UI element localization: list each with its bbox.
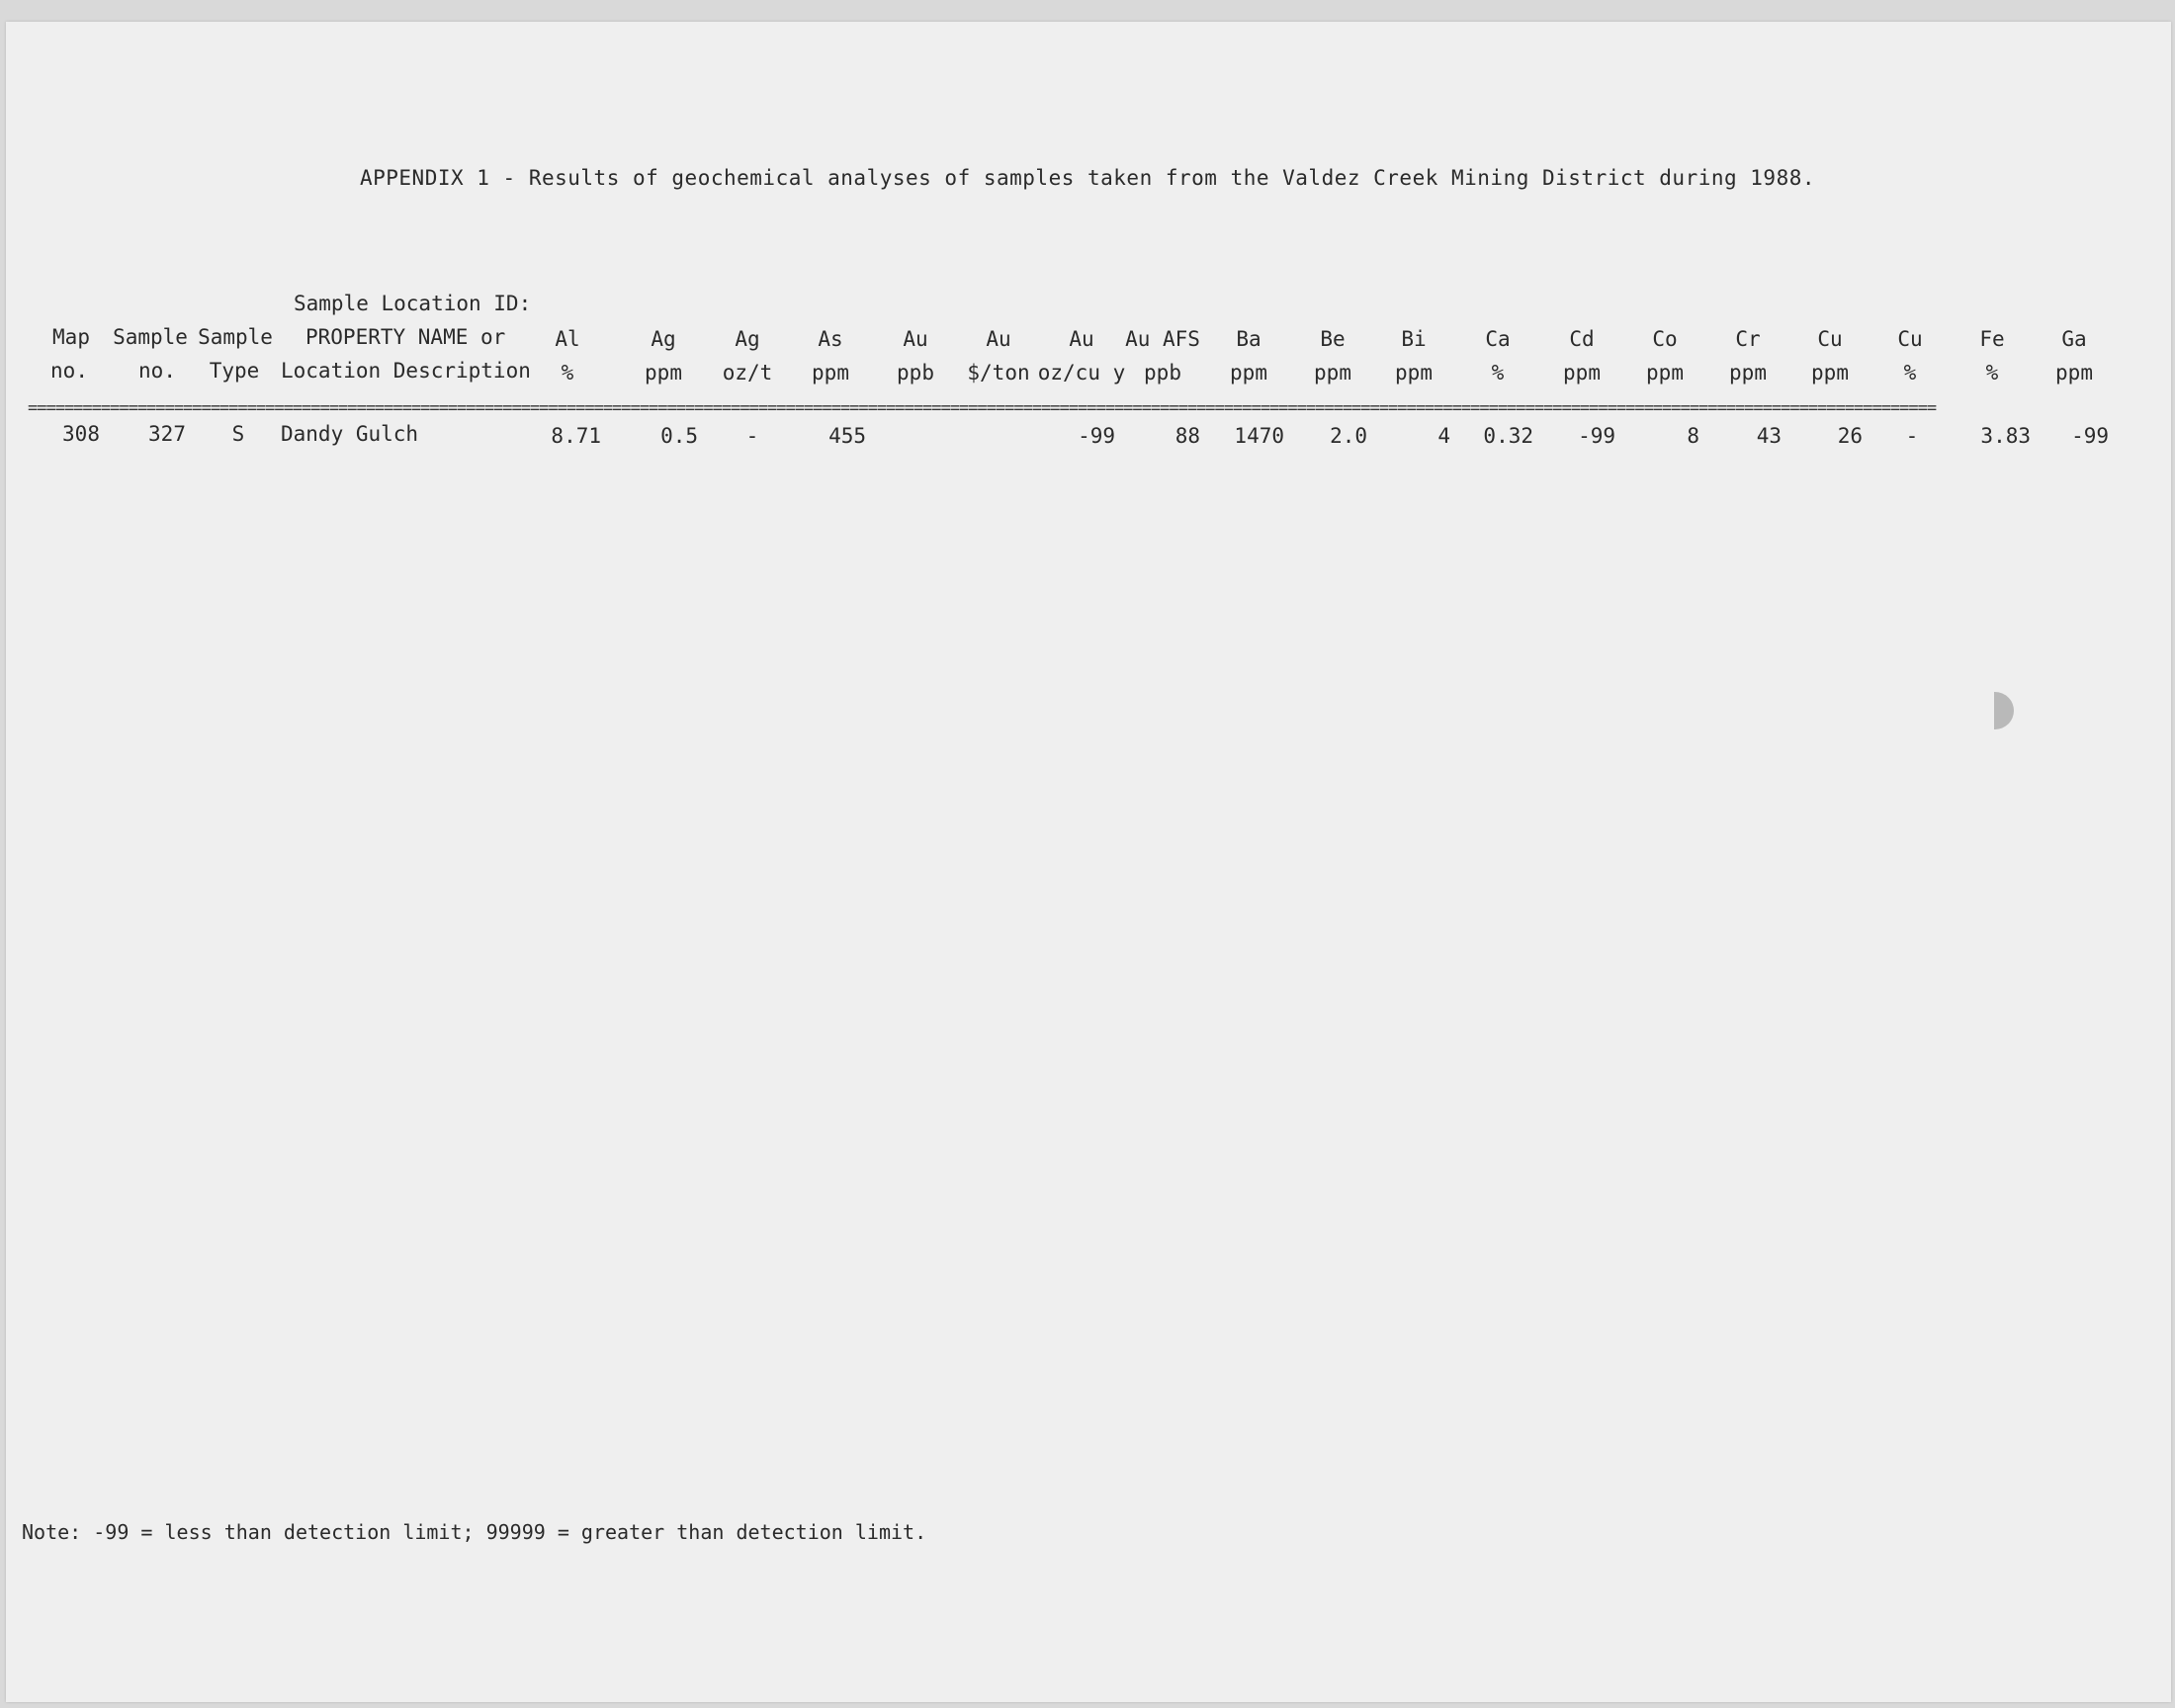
row-sample-type: S <box>231 422 245 446</box>
column-header-name: Cu <box>1817 327 1843 351</box>
header-map-line2: no. <box>50 359 88 383</box>
table-cell: 2.0 <box>1330 424 1367 448</box>
header-location-line3: Location Description <box>281 359 531 383</box>
column-header-unit: ppm <box>1646 361 1684 384</box>
column-header-name: Ca <box>1485 327 1511 351</box>
table-cell: 0.5 <box>660 424 698 448</box>
column-header-name: Au <box>986 327 1011 351</box>
column-header-unit: ppm <box>645 361 682 384</box>
column-header-name: Be <box>1320 327 1346 351</box>
header-sample-type-line1: Sample <box>198 325 273 349</box>
column-header-name: Cu <box>1897 327 1923 351</box>
table-cell: 455 <box>828 424 866 448</box>
column-header-name: As <box>818 327 843 351</box>
column-header-unit: % <box>1903 361 1917 384</box>
table-cell: - <box>745 424 759 448</box>
column-header-unit: ppm <box>1314 361 1351 384</box>
column-header-name: Fe <box>1979 327 2005 351</box>
column-header-name: Cr <box>1735 327 1761 351</box>
table-cell: 3.83 <box>1980 424 2031 448</box>
header-map-line1: Map <box>52 325 90 349</box>
column-header-name: Al <box>555 327 580 351</box>
page-title: APPENDIX 1 - Results of geochemical analyses of samples taken from the Valdez Creek Mining District during 1988. <box>359 166 1816 190</box>
table-cell: 43 <box>1756 424 1782 448</box>
column-header-unit: oz/cu y <box>1037 361 1126 384</box>
header-location-line2: PROPERTY NAME or <box>305 325 506 349</box>
table-cell: 26 <box>1837 424 1863 448</box>
header-divider-rule: ================================================================================================================================================================================================================= <box>28 401 1937 415</box>
column-header-unit: ppb <box>897 361 934 384</box>
column-header-name: Ba <box>1236 327 1262 351</box>
column-header-name: Bi <box>1401 327 1427 351</box>
column-header-name: Co <box>1652 327 1678 351</box>
header-sample-no-line2: no. <box>138 359 176 383</box>
row-location: Dandy Gulch <box>281 422 419 446</box>
footnote: Note: -99 = less than detection limit; 99999 = greater than detection limit. <box>22 1520 927 1544</box>
column-header-name: Ga <box>2061 327 2087 351</box>
header-location-line1: Sample Location ID: <box>294 292 532 315</box>
table-cell: - <box>1905 424 1919 448</box>
column-header-unit: ppm <box>1395 361 1433 384</box>
table-cell: 1470 <box>1234 424 1284 448</box>
table-cell: 8.71 <box>551 424 601 448</box>
column-header-unit: % <box>1985 361 1999 384</box>
column-header-unit: ppm <box>1563 361 1601 384</box>
column-header-name: Ag <box>651 327 676 351</box>
table-cell: 0.32 <box>1483 424 1533 448</box>
row-sample-no: 327 <box>148 422 186 446</box>
table-cell: 8 <box>1687 424 1699 448</box>
table-cell: 4 <box>1437 424 1450 448</box>
column-header-name: Au AFS <box>1125 327 1200 351</box>
row-map-no: 308 <box>62 422 100 446</box>
column-header-unit: % <box>561 361 574 384</box>
header-sample-type-line2: Type <box>209 359 260 383</box>
header-sample-no-line1: Sample <box>113 325 188 349</box>
column-header-name: Ag <box>735 327 760 351</box>
table-cell: -99 <box>2071 424 2109 448</box>
column-header-unit: ppm <box>1811 361 1849 384</box>
column-header-name: Au <box>903 327 928 351</box>
table-cell: -99 <box>1078 424 1115 448</box>
column-header-name: Cd <box>1569 327 1595 351</box>
document-page <box>6 22 2171 1702</box>
table-cell: -99 <box>1578 424 1615 448</box>
column-header-unit: oz/t <box>722 361 773 384</box>
column-header-unit: ppm <box>1230 361 1267 384</box>
column-header-unit: ppm <box>2055 361 2093 384</box>
column-header-unit: % <box>1491 361 1505 384</box>
column-header-unit: ppm <box>1729 361 1767 384</box>
column-header-unit: ppm <box>812 361 849 384</box>
table-cell: 88 <box>1174 424 1200 448</box>
column-header-name: Au <box>1069 327 1094 351</box>
column-header-unit: $/ton <box>967 361 1030 384</box>
column-header-unit: ppb <box>1144 361 1181 384</box>
